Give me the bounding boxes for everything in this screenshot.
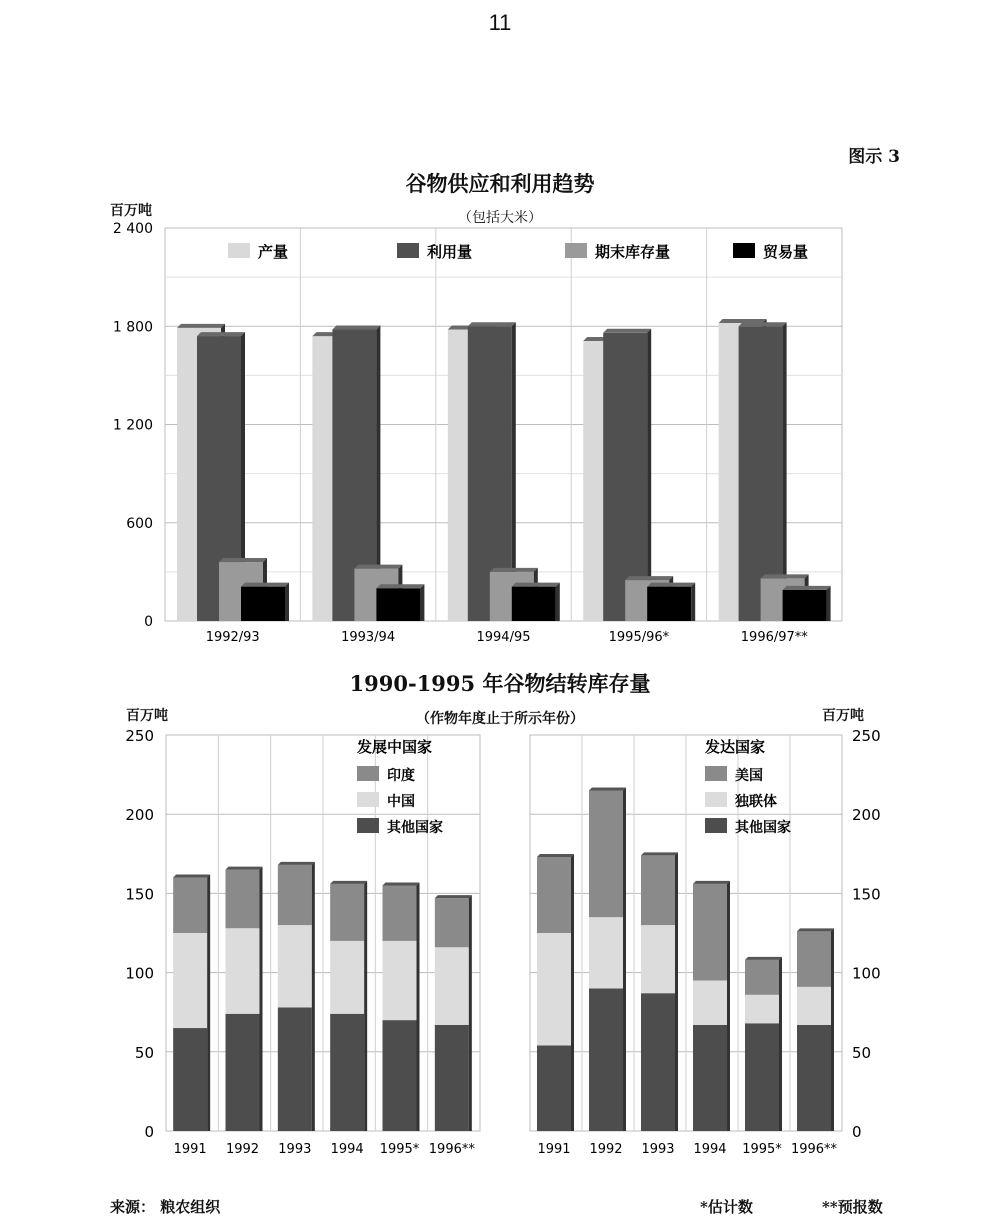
chart2-title: 1990-1995 年谷物结转库存量	[349, 671, 651, 696]
stack-seg-0-1-1	[226, 928, 260, 1014]
chart2-ylabel-left: 百万吨	[126, 708, 168, 724]
bar-side	[469, 895, 472, 1131]
source-note: 来源： 粮农组织	[110, 1198, 221, 1216]
bar-top	[435, 895, 472, 898]
chart1-title: 谷物供应和利用趋势	[405, 171, 595, 196]
stack-seg-1-3-2	[693, 884, 727, 981]
bar-top	[226, 867, 263, 870]
stack-seg-0-5-2	[435, 898, 469, 947]
legend-label: 产量	[258, 243, 289, 261]
bar-top	[173, 875, 210, 878]
bar-side	[312, 862, 315, 1131]
y-tick-label: 200	[125, 806, 154, 825]
stack-seg-1-1-0	[589, 988, 623, 1131]
x-tick-label: 1992	[225, 1142, 260, 1157]
bar-top	[537, 854, 574, 857]
y-tick-label: 100	[852, 964, 881, 983]
legend-swatch	[705, 766, 727, 781]
figure-label: 图示 3	[848, 147, 900, 167]
y-tick-label: 100	[125, 964, 154, 983]
bar-top	[641, 852, 678, 855]
y-tick-label: 200	[852, 806, 881, 825]
bar-top	[797, 928, 834, 931]
stack-seg-1-4-2	[745, 960, 779, 995]
y-tick-label: 250	[125, 727, 154, 745]
y-tick-label: 1 800	[112, 319, 153, 336]
stack-seg-0-4-2	[383, 885, 417, 940]
stack-seg-1-0-0	[537, 1045, 571, 1131]
x-tick-label: 1996**	[790, 1142, 838, 1157]
chart2-subtitle: （作物年度止于所示年份）	[416, 711, 584, 727]
bar-top	[693, 881, 730, 884]
stack-seg-1-4-1	[745, 995, 779, 1024]
stack-seg-1-1-1	[589, 917, 623, 988]
stack-seg-1-3-1	[693, 981, 727, 1025]
legend-swatch	[705, 818, 727, 833]
x-tick-label: 1992	[589, 1142, 623, 1157]
x-tick-label: 1996/97**	[740, 630, 808, 645]
legend-label: 其他国家	[735, 820, 791, 836]
stack-seg-1-1-2	[589, 790, 623, 917]
legend-label: 利用量	[427, 243, 473, 261]
x-tick-label: 1995*	[742, 1142, 782, 1157]
legend-label: 贸易量	[763, 243, 809, 261]
legend-swatch	[357, 818, 379, 833]
y-tick-label: 0	[852, 1123, 862, 1141]
bar-top	[330, 881, 367, 884]
stack-seg-0-5-1	[435, 947, 469, 1025]
legend-label: 独联体	[735, 794, 777, 810]
stack-seg-1-2-2	[641, 855, 675, 925]
x-tick-label: 1994	[330, 1142, 364, 1157]
bar-side	[675, 852, 678, 1131]
y-tick-label: 0	[144, 1123, 154, 1141]
stack-seg-1-3-0	[693, 1025, 727, 1131]
stack-seg-1-0-2	[537, 857, 571, 933]
stack-seg-1-5-0	[797, 1025, 831, 1131]
bar-top	[745, 957, 782, 960]
legend-swatch	[357, 766, 379, 781]
stack-seg-0-3-1	[330, 941, 364, 1014]
y-tick-label: 2 400	[112, 221, 153, 237]
legend-label: 其他国家	[387, 820, 443, 836]
bar-side	[364, 881, 367, 1131]
stack-seg-1-5-1	[797, 987, 831, 1025]
bar-side	[779, 957, 782, 1131]
legend-title: 发达国家	[705, 738, 766, 756]
x-tick-label: 1995/96*	[608, 630, 670, 645]
stack-seg-0-4-0	[383, 1020, 417, 1131]
stack-seg-0-2-2	[278, 865, 312, 925]
stack-seg-1-4-0	[745, 1023, 779, 1131]
y-tick-label: 0	[144, 614, 153, 630]
chart2-ylabel-right: 百万吨	[822, 708, 864, 724]
bar-side	[727, 881, 730, 1131]
x-tick-label: 1993	[641, 1142, 675, 1157]
legend-label: 印度	[387, 768, 415, 784]
y-tick-label: 50	[134, 1043, 154, 1062]
y-tick-label: 150	[852, 885, 881, 904]
x-tick-label: 1992/93	[205, 630, 260, 645]
page-number: 11	[488, 10, 512, 35]
stack-seg-0-1-2	[226, 870, 260, 929]
bar-side	[207, 875, 210, 1131]
forecast-note: **预报数	[822, 1198, 883, 1216]
stack-seg-1-0-1	[537, 933, 571, 1045]
legend-label: 期末库存量	[595, 243, 671, 261]
stack-seg-0-1-0	[226, 1014, 260, 1131]
legend-swatch	[705, 792, 727, 807]
bar-side	[417, 882, 420, 1131]
y-tick-label: 250	[852, 727, 881, 745]
chart1-subtitle: （包括大米）	[458, 210, 542, 226]
estimate-note: *估计数	[700, 1198, 753, 1216]
legend-swatch	[357, 792, 379, 807]
stack-seg-1-5-2	[797, 931, 831, 986]
stack-seg-1-2-0	[641, 993, 675, 1131]
bar-side	[623, 787, 626, 1131]
y-tick-label: 1 200	[112, 417, 153, 434]
x-tick-label: 1994	[693, 1142, 727, 1157]
stack-seg-0-3-2	[330, 884, 364, 941]
bar-top	[589, 787, 626, 790]
legend-label: 中国	[387, 794, 415, 810]
y-tick-label: 150	[125, 885, 154, 904]
x-tick-label: 1993/94	[341, 630, 396, 645]
x-tick-label: 1991	[173, 1142, 207, 1157]
bar-top	[383, 882, 420, 885]
bar-top	[278, 862, 315, 865]
x-tick-label: 1996**	[428, 1142, 475, 1157]
stack-seg-1-2-1	[641, 925, 675, 993]
stack-seg-0-5-0	[435, 1025, 469, 1131]
legend-title: 发展中国家	[357, 738, 433, 756]
stack-seg-0-0-0	[173, 1028, 207, 1131]
legend-label: 美国	[735, 768, 763, 784]
y-tick-label: 600	[126, 515, 153, 532]
bar-side	[571, 854, 574, 1131]
chart1-ylabel: 百万吨	[110, 203, 152, 219]
bar-side	[260, 867, 263, 1131]
stack-seg-0-2-1	[278, 925, 312, 1007]
y-tick-label: 50	[852, 1043, 872, 1062]
x-tick-label: 1991	[537, 1142, 571, 1157]
stack-seg-0-3-0	[330, 1014, 364, 1131]
stack-seg-0-4-1	[383, 941, 417, 1020]
stack-seg-0-2-0	[278, 1007, 312, 1131]
stack-seg-0-0-2	[173, 878, 207, 933]
x-tick-label: 1995*	[379, 1142, 420, 1157]
stack-seg-0-0-1	[173, 933, 207, 1028]
x-tick-label: 1993	[278, 1142, 312, 1157]
bar-side	[831, 928, 834, 1131]
x-tick-label: 1994/95	[476, 630, 531, 645]
